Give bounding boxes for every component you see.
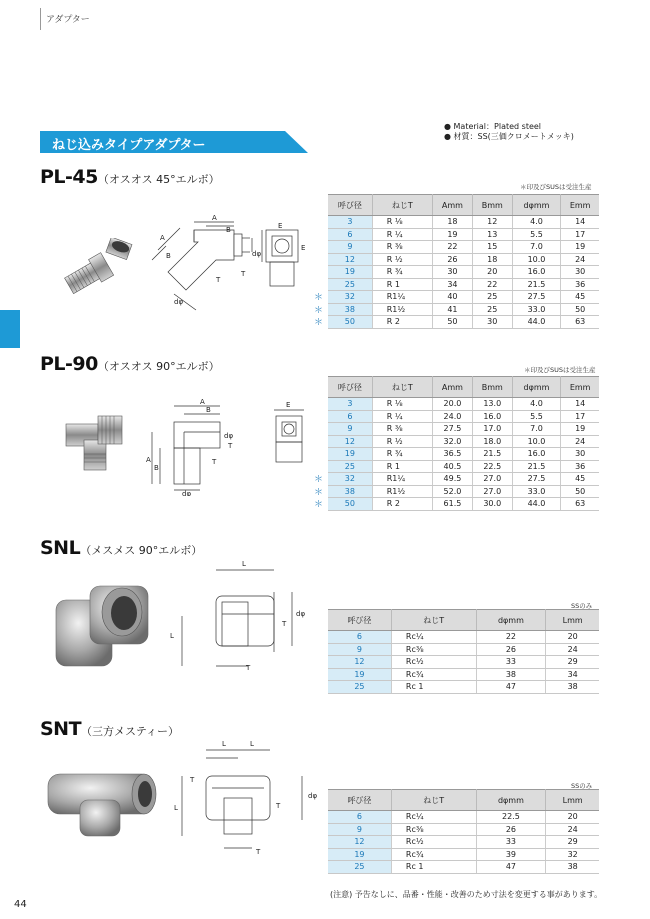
column-header: 呼び径 — [328, 790, 391, 811]
size-cell: 19 — [328, 668, 391, 681]
column-header: Bmm — [472, 377, 512, 398]
thread-cell: R ½ — [372, 435, 432, 448]
snt-drawing — [162, 736, 322, 860]
value-cell: 7.0 — [512, 423, 561, 436]
value-cell: 47 — [476, 861, 546, 874]
thread-cell: Rc¼ — [391, 631, 476, 644]
pl45-dim-a: A — [212, 214, 217, 222]
pl45-spec-table — [328, 194, 599, 329]
value-cell: 39 — [476, 848, 546, 861]
value-cell: 5.5 — [512, 228, 561, 241]
size-cell: 6 — [328, 811, 391, 824]
table-row — [328, 266, 599, 279]
value-cell: 17 — [561, 228, 599, 241]
column-header: 呼び径 — [328, 195, 372, 216]
snl-dim-t2: T — [246, 664, 251, 672]
material-line-en: ● Material：Plated steel — [444, 122, 542, 131]
thread-cell: R ¼ — [372, 410, 432, 423]
order-mark: ＊ — [314, 293, 324, 303]
value-cell: 44.0 — [512, 498, 561, 511]
value-cell: 63 — [561, 498, 599, 511]
snt-code: SNT — [40, 718, 82, 740]
value-cell: 26 — [433, 253, 473, 266]
column-header: Lmm — [546, 610, 599, 631]
column-header: Bmm — [472, 195, 512, 216]
value-cell: 38 — [546, 681, 599, 694]
column-header: ねじT — [391, 610, 476, 631]
value-cell: 16.0 — [472, 410, 512, 423]
value-cell: 45 — [561, 473, 599, 486]
value-cell: 25 — [472, 303, 512, 316]
thread-cell: R1½ — [372, 485, 432, 498]
value-cell: 33.0 — [512, 303, 561, 316]
table-row — [328, 861, 599, 874]
pl45-code: PL-45 — [40, 166, 98, 188]
size-cell: 3 — [328, 398, 372, 411]
column-header: ねじT — [372, 195, 432, 216]
snl-note: SSのみ — [571, 602, 593, 610]
value-cell: 24.0 — [433, 410, 473, 423]
value-cell: 25 — [472, 291, 512, 304]
size-cell: 32 — [328, 291, 372, 304]
value-cell: 16.0 — [512, 266, 561, 279]
table-row — [328, 410, 599, 423]
size-cell: 9 — [328, 423, 372, 436]
table-row — [328, 291, 599, 304]
value-cell: 40 — [433, 291, 473, 304]
footnote: (注意) 予告なしに、品番・性能・改善のため寸法を変更する事があります。 — [330, 890, 603, 899]
snl-spec-table — [328, 609, 599, 694]
snl-drawing — [162, 556, 312, 676]
column-header: Amm — [433, 377, 473, 398]
pl45-dim-t2: T — [241, 270, 246, 278]
size-cell: 3 — [328, 216, 372, 229]
thread-cell: Rc 1 — [391, 861, 476, 874]
value-cell: 47 — [476, 681, 546, 694]
value-cell: 50 — [561, 303, 599, 316]
value-cell: 21.5 — [512, 278, 561, 291]
table-row — [328, 316, 599, 329]
snt-dim-d: dφ — [308, 792, 318, 800]
value-cell: 45 — [561, 291, 599, 304]
thread-cell: Rc½ — [391, 836, 476, 849]
snt-dim-t3: T — [256, 848, 261, 856]
value-cell: 20 — [546, 811, 599, 824]
value-cell: 50 — [561, 485, 599, 498]
snl-dim-t: T — [282, 620, 287, 628]
value-cell: 29 — [546, 656, 599, 669]
table-row — [328, 656, 599, 669]
value-cell: 22 — [472, 278, 512, 291]
value-cell: 18 — [472, 253, 512, 266]
table-row — [328, 278, 599, 291]
thread-cell: R1½ — [372, 303, 432, 316]
table-row — [328, 631, 599, 644]
value-cell: 27.0 — [472, 485, 512, 498]
thread-cell: Rc½ — [391, 656, 476, 669]
snt-dim-l2: L — [250, 740, 254, 748]
thread-cell: Rc¾ — [391, 668, 476, 681]
value-cell: 17.0 — [472, 423, 512, 436]
snl-dim-d: dφ — [296, 610, 306, 618]
snl-dim-l2: L — [170, 632, 174, 640]
order-mark: ＊ — [314, 488, 324, 498]
value-cell: 20 — [472, 266, 512, 279]
value-cell: 24 — [561, 253, 599, 266]
pl45-drawing — [146, 212, 316, 312]
value-cell: 10.0 — [512, 253, 561, 266]
size-cell: 38 — [328, 485, 372, 498]
value-cell: 34 — [546, 668, 599, 681]
value-cell: 30 — [561, 448, 599, 461]
table-row — [328, 435, 599, 448]
value-cell: 50 — [433, 316, 473, 329]
value-cell: 36.5 — [433, 448, 473, 461]
size-cell: 25 — [328, 861, 391, 874]
value-cell: 24 — [561, 435, 599, 448]
size-cell: 38 — [328, 303, 372, 316]
value-cell: 20.0 — [433, 398, 473, 411]
table-row — [328, 228, 599, 241]
size-cell: 6 — [328, 631, 391, 644]
value-cell: 30 — [433, 266, 473, 279]
table-header-row — [328, 377, 599, 398]
value-cell: 17 — [561, 410, 599, 423]
table-row — [328, 423, 599, 436]
value-cell: 19 — [561, 423, 599, 436]
column-header: ねじT — [372, 377, 432, 398]
size-cell: 19 — [328, 848, 391, 861]
value-cell: 26 — [476, 643, 546, 656]
value-cell: 27.0 — [472, 473, 512, 486]
material-line-jp: ● 材質：SS(三価クロメートメッキ) — [444, 132, 574, 141]
pl90-dim-a2: A — [146, 456, 151, 464]
thread-cell: R 1 — [372, 460, 432, 473]
table-row — [328, 668, 599, 681]
pl45-dim-e2: E — [301, 244, 306, 252]
size-cell: 12 — [328, 253, 372, 266]
pl90-drawing — [142, 392, 322, 496]
snl-dim-l: L — [242, 560, 246, 568]
value-cell: 30 — [561, 266, 599, 279]
table-row — [328, 681, 599, 694]
value-cell: 36 — [561, 460, 599, 473]
page-number: 44 — [14, 899, 27, 910]
pl90-dim-t: T — [228, 442, 233, 450]
order-mark: ＊ — [314, 500, 324, 510]
value-cell: 21.5 — [512, 460, 561, 473]
size-cell: 25 — [328, 278, 372, 291]
value-cell: 52.0 — [433, 485, 473, 498]
table-header-row — [328, 195, 599, 216]
thread-cell: Rc⅜ — [391, 823, 476, 836]
pl45-dim-b: B — [226, 226, 231, 234]
value-cell: 4.0 — [512, 216, 561, 229]
value-cell: 7.0 — [512, 241, 561, 254]
pl45-dim-t: T — [216, 276, 221, 284]
table-row — [328, 460, 599, 473]
table-row — [328, 498, 599, 511]
table-header-row — [328, 790, 599, 811]
thread-cell: R ⅜ — [372, 423, 432, 436]
value-cell: 44.0 — [512, 316, 561, 329]
pl45-heading — [40, 166, 220, 188]
snt-heading — [40, 718, 179, 740]
value-cell: 19 — [561, 241, 599, 254]
size-cell: 25 — [328, 460, 372, 473]
value-cell: 41 — [433, 303, 473, 316]
value-cell: 27.5 — [512, 473, 561, 486]
thread-cell: R ⅛ — [372, 398, 432, 411]
column-header: 呼び径 — [328, 377, 372, 398]
size-cell: 32 — [328, 473, 372, 486]
size-cell: 9 — [328, 823, 391, 836]
pl45-dim-b2: B — [166, 252, 171, 260]
value-cell: 14 — [561, 216, 599, 229]
thread-cell: Rc 1 — [391, 681, 476, 694]
size-cell: 6 — [328, 228, 372, 241]
pl90-heading — [40, 353, 220, 375]
value-cell: 22 — [476, 631, 546, 644]
banner-title: ねじ込みタイプアダプター — [52, 138, 206, 153]
table-row — [328, 216, 599, 229]
table-row — [328, 811, 599, 824]
pl90-note: ＊印及びSUSは受注生産 — [524, 366, 596, 374]
column-header: Lmm — [546, 790, 599, 811]
pl45-dim-d: dφ — [252, 250, 262, 258]
column-header: dφmm — [512, 377, 561, 398]
pl90-name: （オスオス 90°エルボ） — [97, 360, 220, 373]
value-cell: 24 — [546, 643, 599, 656]
value-cell: 26 — [476, 823, 546, 836]
size-cell: 9 — [328, 241, 372, 254]
table-row — [328, 836, 599, 849]
thread-cell: R1¼ — [372, 291, 432, 304]
snt-dim-l3: L — [174, 804, 178, 812]
value-cell: 14 — [561, 398, 599, 411]
thread-cell: R ⅛ — [372, 216, 432, 229]
size-cell: 19 — [328, 266, 372, 279]
pl45-dim-e: E — [278, 222, 283, 230]
pl90-dim-b2: B — [154, 464, 159, 472]
snt-note: SSのみ — [571, 782, 593, 790]
table-row — [328, 848, 599, 861]
column-header: Amm — [433, 195, 473, 216]
order-mark: ＊ — [314, 475, 324, 485]
column-header: 呼び径 — [328, 610, 391, 631]
table-row — [328, 643, 599, 656]
value-cell: 49.5 — [433, 473, 473, 486]
size-cell: 12 — [328, 836, 391, 849]
snt-dim-l: L — [222, 740, 226, 748]
snt-photo — [44, 766, 160, 840]
snl-name: （メスメス 90°エルボ） — [80, 544, 203, 557]
value-cell: 16.0 — [512, 448, 561, 461]
side-index-tab — [0, 310, 20, 348]
pl90-dim-d2: dφ — [182, 490, 192, 496]
value-cell: 32 — [546, 848, 599, 861]
table-row — [328, 398, 599, 411]
snt-dim-t: T — [276, 802, 281, 810]
table-row — [328, 485, 599, 498]
value-cell: 27.5 — [512, 291, 561, 304]
thread-cell: Rc¾ — [391, 848, 476, 861]
pl90-dim-e: E — [286, 401, 291, 409]
value-cell: 21.5 — [472, 448, 512, 461]
value-cell: 24 — [546, 823, 599, 836]
pl90-dim-b: B — [206, 406, 211, 414]
column-header: ねじT — [391, 790, 476, 811]
size-cell: 9 — [328, 643, 391, 656]
pl90-spec-table — [328, 376, 599, 511]
size-cell: 12 — [328, 656, 391, 669]
pl45-name: （オスオス 45°エルボ） — [97, 173, 220, 186]
value-cell: 20 — [546, 631, 599, 644]
value-cell: 63 — [561, 316, 599, 329]
value-cell: 34 — [433, 278, 473, 291]
column-header: dφmm — [512, 195, 561, 216]
value-cell: 22.5 — [476, 811, 546, 824]
pl90-dim-d: dφ — [224, 432, 234, 440]
thread-cell: R 2 — [372, 316, 432, 329]
pl45-note: ＊印及びSUSは受注生産 — [520, 183, 592, 191]
pl90-code: PL-90 — [40, 353, 98, 375]
size-cell: 6 — [328, 410, 372, 423]
value-cell: 19 — [433, 228, 473, 241]
value-cell: 38 — [546, 861, 599, 874]
pl90-dim-t2: T — [212, 458, 217, 466]
value-cell: 5.5 — [512, 410, 561, 423]
thread-cell: R ¼ — [372, 228, 432, 241]
value-cell: 33 — [476, 656, 546, 669]
thread-cell: R ½ — [372, 253, 432, 266]
value-cell: 38 — [476, 668, 546, 681]
value-cell: 33 — [476, 836, 546, 849]
table-row — [328, 823, 599, 836]
value-cell: 4.0 — [512, 398, 561, 411]
pl45-dim-d2: dφ — [174, 298, 184, 306]
thread-cell: Rc¼ — [391, 811, 476, 824]
value-cell: 30.0 — [472, 498, 512, 511]
value-cell: 10.0 — [512, 435, 561, 448]
pl90-photo — [62, 414, 128, 474]
column-header: Emm — [561, 195, 599, 216]
snl-code: SNL — [40, 537, 81, 559]
value-cell: 27.5 — [433, 423, 473, 436]
size-cell: 19 — [328, 448, 372, 461]
snl-photo — [50, 580, 152, 672]
size-cell: 50 — [328, 498, 372, 511]
table-header-row — [328, 610, 599, 631]
thread-cell: R1¼ — [372, 473, 432, 486]
value-cell: 36 — [561, 278, 599, 291]
order-mark: ＊ — [314, 318, 324, 328]
table-row — [328, 473, 599, 486]
size-cell: 12 — [328, 435, 372, 448]
pl45-dim-a2: A — [160, 234, 165, 242]
snt-name: （三方メスティー） — [81, 725, 179, 738]
value-cell: 13 — [472, 228, 512, 241]
thread-cell: R 1 — [372, 278, 432, 291]
value-cell: 30 — [472, 316, 512, 329]
value-cell: 40.5 — [433, 460, 473, 473]
value-cell: 22 — [433, 241, 473, 254]
value-cell: 15 — [472, 241, 512, 254]
thread-cell: R ¾ — [372, 266, 432, 279]
value-cell: 29 — [546, 836, 599, 849]
value-cell: 18.0 — [472, 435, 512, 448]
table-row — [328, 448, 599, 461]
value-cell: 61.5 — [433, 498, 473, 511]
header-category: アダプター — [46, 15, 90, 25]
value-cell: 32.0 — [433, 435, 473, 448]
value-cell: 18 — [433, 216, 473, 229]
pl45-photo — [58, 238, 136, 294]
thread-cell: R ⅜ — [372, 241, 432, 254]
column-header: dφmm — [476, 790, 546, 811]
value-cell: 22.5 — [472, 460, 512, 473]
thread-cell: R ¾ — [372, 448, 432, 461]
column-header: Emm — [561, 377, 599, 398]
snt-dim-t2: T — [190, 776, 195, 784]
table-row — [328, 241, 599, 254]
snt-spec-table — [328, 789, 599, 874]
thread-cell: Rc⅜ — [391, 643, 476, 656]
size-cell: 50 — [328, 316, 372, 329]
material-info — [444, 122, 574, 142]
column-header: dφmm — [476, 610, 546, 631]
value-cell: 12 — [472, 216, 512, 229]
value-cell: 33.0 — [512, 485, 561, 498]
order-mark: ＊ — [314, 306, 324, 316]
table-row — [328, 253, 599, 266]
pl90-dim-a: A — [200, 398, 205, 406]
table-row — [328, 303, 599, 316]
header-divider — [40, 8, 41, 30]
thread-cell: R 2 — [372, 498, 432, 511]
value-cell: 13.0 — [472, 398, 512, 411]
size-cell: 25 — [328, 681, 391, 694]
